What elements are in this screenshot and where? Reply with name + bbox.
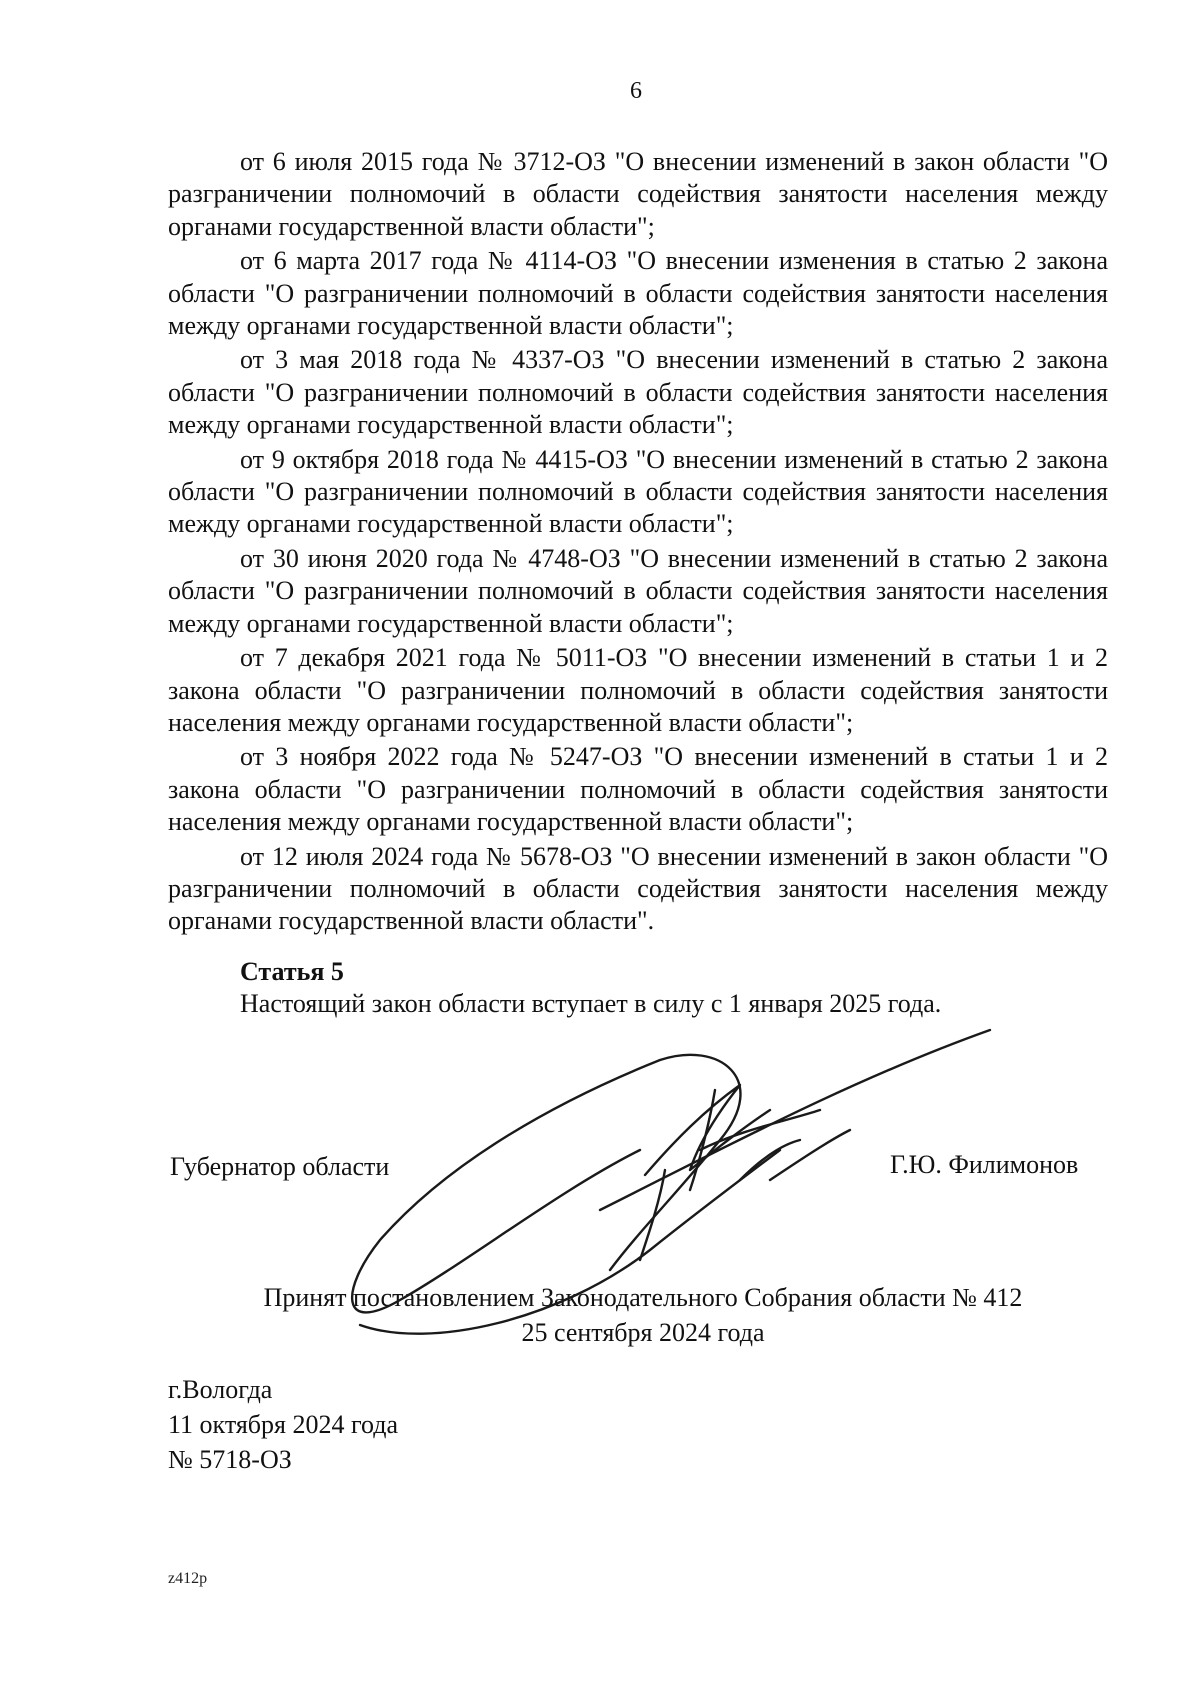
- document-code: z412p: [168, 1570, 208, 1587]
- amendment-item: от 12 июля 2024 года № 5678-ОЗ "О внесении изменений в закон области "О разграничении полномочий в области содействия занятости населения между органами государственной власти области".: [168, 841, 1108, 936]
- article-text: Настоящий закон области вступает в силу с 1 января 2025 года.: [240, 989, 942, 1018]
- place-date-block: [168, 1372, 398, 1477]
- signatory-title: Губернатор области: [170, 1152, 390, 1181]
- adoption-line: Принят постановлением Законодательного Собрания области № 412: [263, 1283, 1023, 1312]
- signing-date: 11 октября 2024 года: [168, 1410, 399, 1439]
- page-number: 6: [630, 78, 642, 104]
- signatory-name: Г.Ю. Филимонов: [890, 1150, 1079, 1179]
- amendment-item: от 7 декабря 2021 года № 5011-ОЗ "О внесении изменений в статьи 1 и 2 закона области "О разграничении полномочий в области содействия занятости населения между органами государственной власти области";: [168, 643, 1108, 737]
- amendment-item: от 6 июля 2015 года № 3712-ОЗ "О внесении изменений в закон области "О разграничении полномочий в области содействия занятости населения между органами государственной власти области";: [168, 147, 1108, 241]
- city: г.Вологда: [168, 1375, 273, 1404]
- adoption-date: 25 сентября 2024 года: [521, 1318, 765, 1347]
- amendment-item: от 6 марта 2017 года № 4114-ОЗ "О внесении изменения в статью 2 закона области "О разграничении полномочий в области содействия занятости населения между органами государственной власти области";: [168, 246, 1108, 341]
- amendment-item: от 3 ноября 2022 года № 5247-ОЗ "О внесении изменений в статьи 1 и 2 закона области "О разграничении полномочий в области содействия занятости населения между органами государственной власти области";: [168, 742, 1108, 837]
- amendment-item: от 3 мая 2018 года № 4337-ОЗ "О внесении изменений в статью 2 закона области "О разграничении полномочий в области содействия занятости населения между органами государственной власти области";: [168, 345, 1108, 440]
- amendment-item: от 30 июня 2020 года № 4748-ОЗ "О внесении изменений в статью 2 закона области "О разграничении полномочий в области содействия занятости населения между органами государственной власти области";: [168, 543, 1108, 638]
- article-heading: Статья 5: [240, 957, 344, 986]
- article-5: [240, 956, 1100, 1020]
- amendments-list: [168, 146, 1108, 940]
- amendment-item: от 9 октября 2018 года № 4415-ОЗ "О внесении изменений в статью 2 закона области "О разграничении полномочий в области содействия занятости населения между органами государственной власти области";: [168, 444, 1108, 539]
- law-number: № 5718-ОЗ: [168, 1445, 292, 1474]
- adoption-note: [0, 1280, 1200, 1350]
